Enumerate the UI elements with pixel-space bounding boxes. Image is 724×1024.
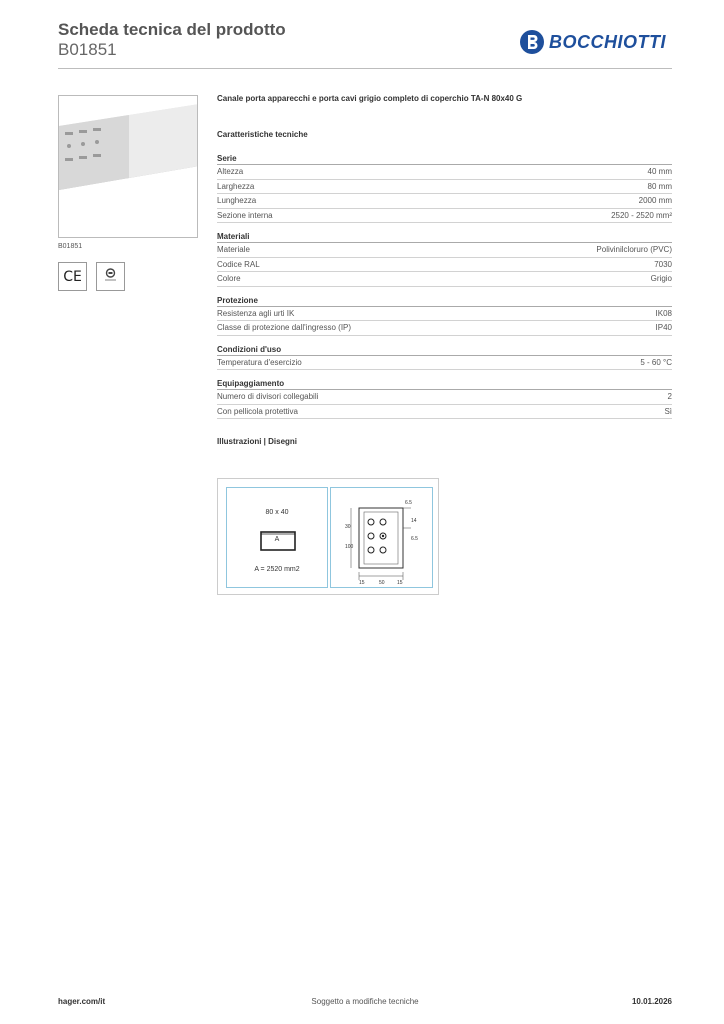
spec-row [217,243,672,258]
profile-drawing [330,487,433,588]
spec-row [217,194,672,209]
header-divider [58,68,672,69]
bocchiotti-logo-icon [519,29,545,55]
spec-row [217,356,672,371]
section-letter: A [274,536,280,543]
spec-row [217,209,672,224]
spec-label: Numero di divisori collegabili [217,392,319,401]
spec-label: Temperatura d'esercizio [217,357,302,367]
group-title: Protezione [217,295,672,307]
spec-row [217,180,672,195]
page-title: Scheda tecnica del prodotto [58,20,286,39]
dimension-label: 80 x 40 [265,509,289,516]
spec-group-protezione [217,295,672,336]
spec-value: 40 mm [647,167,672,176]
spec-label: Sezione interna [217,210,273,220]
section-drawing [226,487,328,588]
dim-value: 6.5 [405,500,412,506]
spec-value: Polivinilcloruro (PVC) [596,245,672,254]
group-title: Serie [217,153,672,165]
illustrations-box [217,478,439,595]
product-photo [58,95,198,238]
spec-label: Con pellicola protettiva [217,406,298,416]
spec-value: Grigio [650,274,672,283]
footer-website: hager.com/it [58,997,106,1006]
ce-mark-icon: CE [58,262,87,291]
spec-value: 7030 [654,259,672,269]
dim-value: 15 [359,580,365,586]
spec-value: 80 mm [647,181,672,191]
brand-logo [519,29,666,55]
spec-label: Lunghezza [217,196,257,205]
photo-caption: B01851 [58,243,83,250]
spec-label: Materiale [217,245,250,254]
spec-row [217,272,672,287]
spec-row [217,307,672,322]
spec-label: Classe di protezione dall'ingresso (IP) [217,323,352,332]
spec-value: Sì [664,406,672,416]
certification-mark-icon [96,262,125,291]
spec-label: Codice RAL [217,259,260,269]
spec-value: 2000 mm [638,196,672,205]
dim-value: 100 [345,544,354,550]
area-label: A = 2520 mm2 [254,566,300,573]
spec-value: IK08 [655,308,672,318]
spec-group-equipaggiamento [217,378,672,419]
spec-value: IP40 [655,323,672,332]
product-title: Canale porta apparecchi e porta cavi grigio completo di coperchio TA-N 80x40 G [217,94,523,103]
group-title: Condizioni d'uso [217,344,672,356]
group-title: Equipaggiamento [217,378,672,390]
spec-value: 2520 - 2520 mm² [611,210,672,220]
spec-row [217,321,672,336]
dim-value: 50 [379,580,385,586]
logo-text: BOCCHIOTTI [549,31,666,52]
spec-label: Colore [217,274,241,283]
dim-value: 6.5 [411,536,418,542]
spec-value: 5 - 60 °C [640,357,672,367]
spec-label: Larghezza [217,181,255,191]
illustrations-title: Illustrazioni | Disegni [217,437,298,446]
group-title: Materiali [217,231,672,243]
spec-group-condizioni [217,344,672,371]
footer-note: Soggetto a modifiche tecniche [311,997,419,1006]
page-header [58,20,668,68]
spec-group-materiali [217,231,672,287]
footer-date: 10.01.2026 [631,997,672,1006]
spec-label: Altezza [217,167,244,176]
spec-row [217,390,672,405]
spec-row [217,405,672,420]
dim-value: 30 [345,524,351,530]
dim-value: 15 [397,580,403,586]
cable-duct-image [59,96,198,238]
section-title: Caratteristiche tecniche [217,130,308,139]
dim-value: 14 [411,518,417,524]
spec-content [217,93,672,448]
product-code: B01851 [58,40,117,59]
spec-label: Resistenza agli urti IK [217,308,295,318]
spec-row [217,258,672,273]
duct-profile-icon [331,488,434,589]
spec-value: 2 [667,392,672,401]
duct-section-icon [227,528,329,558]
spec-group-serie [217,153,672,223]
spec-row [217,165,672,180]
